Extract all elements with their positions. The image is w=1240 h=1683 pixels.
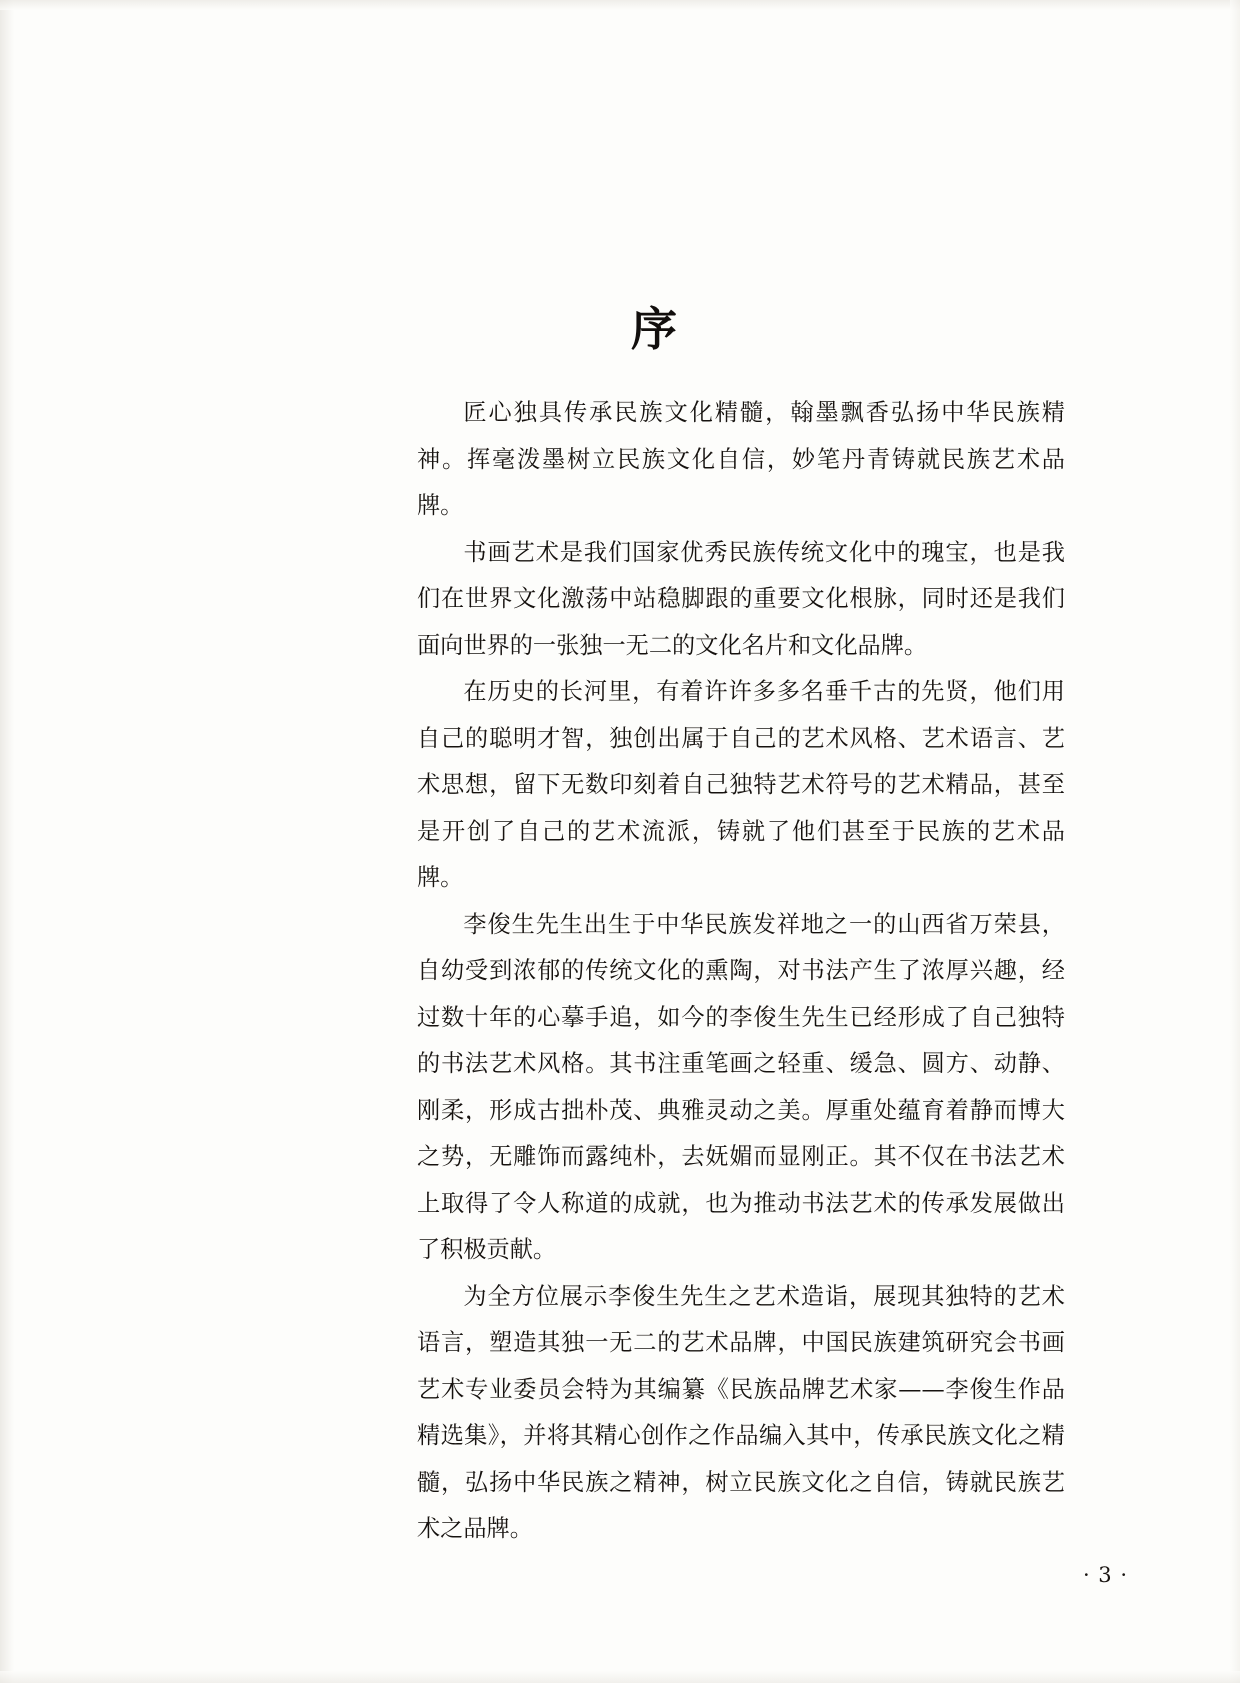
body-text <box>417 390 1065 1553</box>
paragraph: 为全方位展示李俊生先生之艺术造诣，展现其独特的艺术语言，塑造其独一无二的艺术品牌，中国民族建筑研究会书画艺术专业委员会特为其编纂《民族品牌艺术家——李俊生作品精选集》，并将其精心创作之作品编入其中，传承民族文化之精髓，弘扬中华民族之精神，树立民族文化之自信，铸就民族艺术之品牌。 <box>417 1282 1065 1542</box>
page-edge-shadow-right <box>1230 0 1240 1683</box>
paragraph: 在历史的长河里，有着许许多多名垂千古的先贤，他们用自己的聪明才智，独创出属于自己的艺术风格、艺术语言、艺术思想，留下无数印刻着自己独特艺术符号的艺术精品，甚至是开创了自己的艺术流派，铸就了他们甚至于民族的艺术品牌。 <box>417 678 1065 891</box>
page-content <box>175 0 1065 1683</box>
paragraph: 书画艺术是我们国家优秀民族传统文化中的瑰宝，也是我们在世界文化激荡中站稳脚跟的重要文化根脉，同时还是我们面向世界的一张独一无二的文化名片和文化品牌。 <box>417 538 1065 659</box>
page-number: · 3 · <box>1082 1563 1128 1587</box>
paragraph: 匠心独具传承民族文化精髓，翰墨飘香弘扬中华民族精神。挥毫泼墨树立民族文化自信，妙笔丹青铸就民族艺术品牌。 <box>417 399 1065 519</box>
page-edge-shadow-left <box>0 0 14 1683</box>
paragraph: 李俊生先生出生于中华民族发祥地之一的山西省万荣县，自幼受到浓郁的传统文化的熏陶，对书法产生了浓厚兴趣，经过数十年的心摹手追，如今的李俊生先生已经形成了自己独特的书法艺术风格。其书注重笔画之轻重、缓急、圆方、动静、刚柔，形成古拙朴茂、典雅灵动之美。厚重处蕴育着静而博大之势，无雕饰而露纯朴，去妩媚而显刚正。其不仅在书法艺术上取得了令人称道的成就，也为推动书法艺术的传承发展做出了积极贡献。 <box>417 910 1065 1263</box>
page-title: 序 <box>631 301 679 356</box>
